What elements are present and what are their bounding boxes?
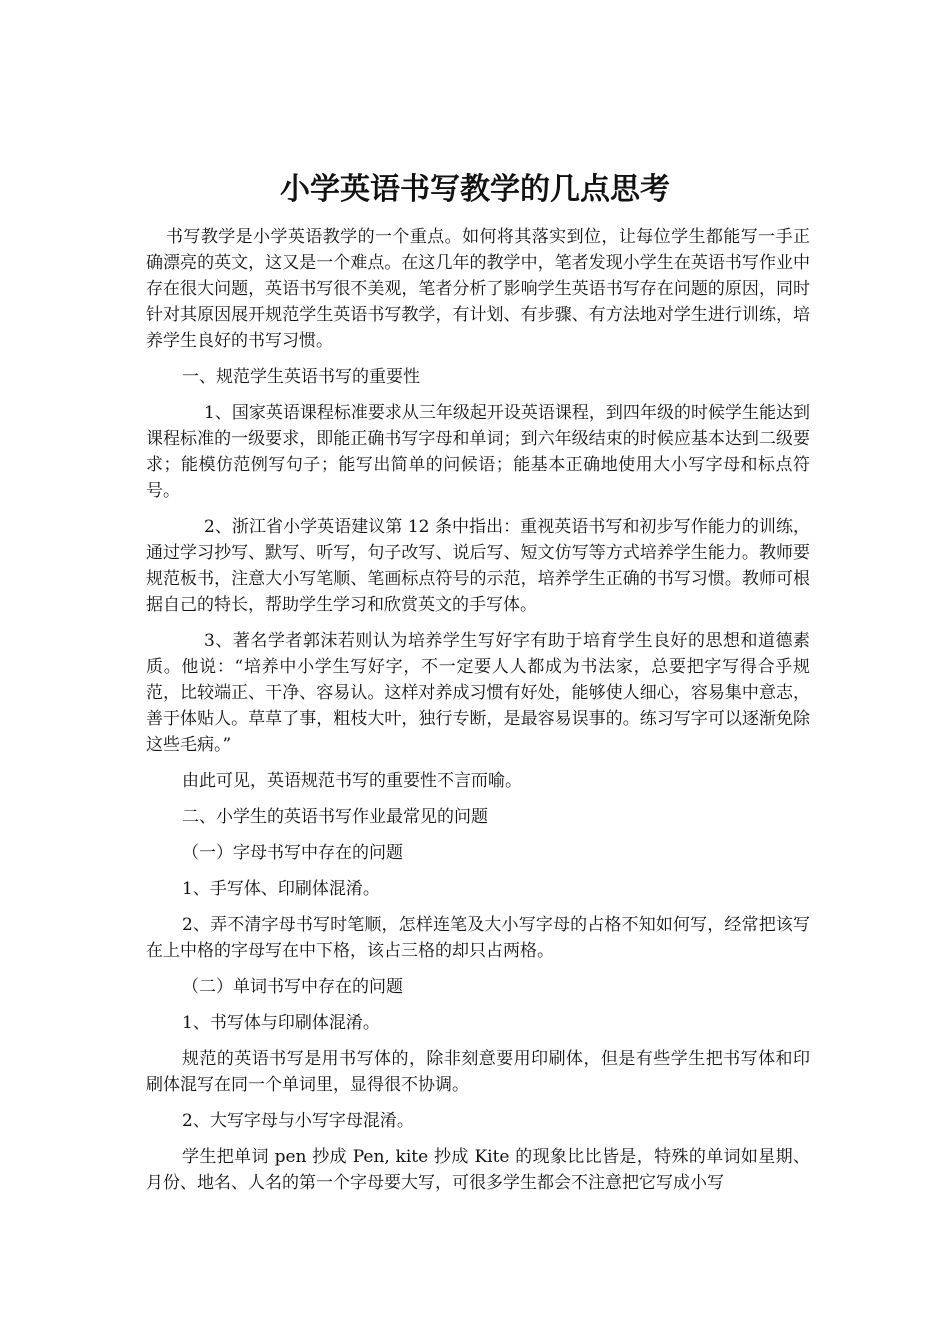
point-1-paragraph: 1、国家英语课程标准要求从三年级起开设英语课程，到四年级的时候学生能达到课程标准的一级要求，即能正确书写字母和单词；到六年级结束的时候应基本达到二级要求；能模仿范例写句子；能写出简单的问候语；能基本正确地使用大小写字母和标点符号。 [146, 403, 810, 501]
subsection-2-item-1: 1、书写体与印刷体混淆。 [182, 1013, 380, 1033]
section-heading-2: 二、小学生的英语书写作业最常见的问题 [182, 807, 488, 827]
subsection-2-item-1-description: 规范的英语书写是用书写体的，除非刻意要用印刷体，但是有些学生把书写体和印刷体混写在同一个单词里，显得很不协调。 [146, 1049, 810, 1095]
subsection-2-item-2-description: 学生把单词 pen 抄成 Pen, kite 抄成 Kite 的现象比比皆是，特殊的单词如星期、月份、地名、人名的第一个字母要大写，可很多学生都会不注意把它写成小写 [146, 1147, 810, 1193]
point-3-paragraph: 3、著名学者郭沫若则认为培养学生写好字有助于培育学生良好的思想和道德素质。他说：“培养中小学生写好字，不一定要人人都成为书法家，总要把字写得合乎规范，比较端正、干净、容易认。这样对养成习惯有好处，能够使人细心，容易集中意志，善于体贴人。草草了事，粗枝大叶，独行专断，是最容易误事的。练习写字可以逐渐免除这些毛病。” [146, 631, 810, 755]
subsection-heading-2: （二）单词书写中存在的问题 [182, 977, 403, 997]
point-2-paragraph: 2、浙江省小学英语建议第 12 条中指出：重视英语书写和初步写作能力的训练，通过学习抄写、默写、听写，句子改写、说后写、短文仿写等方式培养学生能力。教师要规范板书，注意大小写笔顺、笔画标点符号的示范，培养学生正确的书写习惯。教师可根据自己的特长，帮助学生学习和欣赏英文的手写体。 [146, 517, 810, 615]
subsection-1-item-1: 1、手写体、印刷体混淆。 [182, 879, 380, 899]
subsection-2-item-2: 2、大写字母与小写字母混淆。 [182, 1111, 414, 1131]
subsection-heading-1: （一）字母书写中存在的问题 [182, 843, 403, 863]
document-title: 小学英语书写教学的几点思考 [280, 172, 670, 207]
subsection-1-item-2: 2、弄不清字母书写时笔顺，怎样连笔及大小写字母的占格不知如何写，经常把该写在上中格的字母写在中下格，该占三格的却只占两格。 [146, 915, 810, 961]
conclusion-paragraph: 由此可见，英语规范书写的重要性不言而喻。 [182, 771, 522, 791]
section-heading-1: 一、规范学生英语书写的重要性 [182, 367, 420, 387]
document-body [146, 224, 810, 1196]
intro-paragraph: 书写教学是小学英语教学的一个重点。如何将其落实到位，让每位学生都能写一手正确漂亮的英文，这又是一个难点。在这几年的教学中，笔者发现小学生在英语书写作业中存在很大问题，英语书写很不美观，笔者分析了影响学生英语书写存在问题的原因，同时针对其原因展开规范学生英语书写教学，有计划、有步骤、有方法地对学生进行训练，培养学生良好的书写习惯。 [146, 227, 810, 351]
